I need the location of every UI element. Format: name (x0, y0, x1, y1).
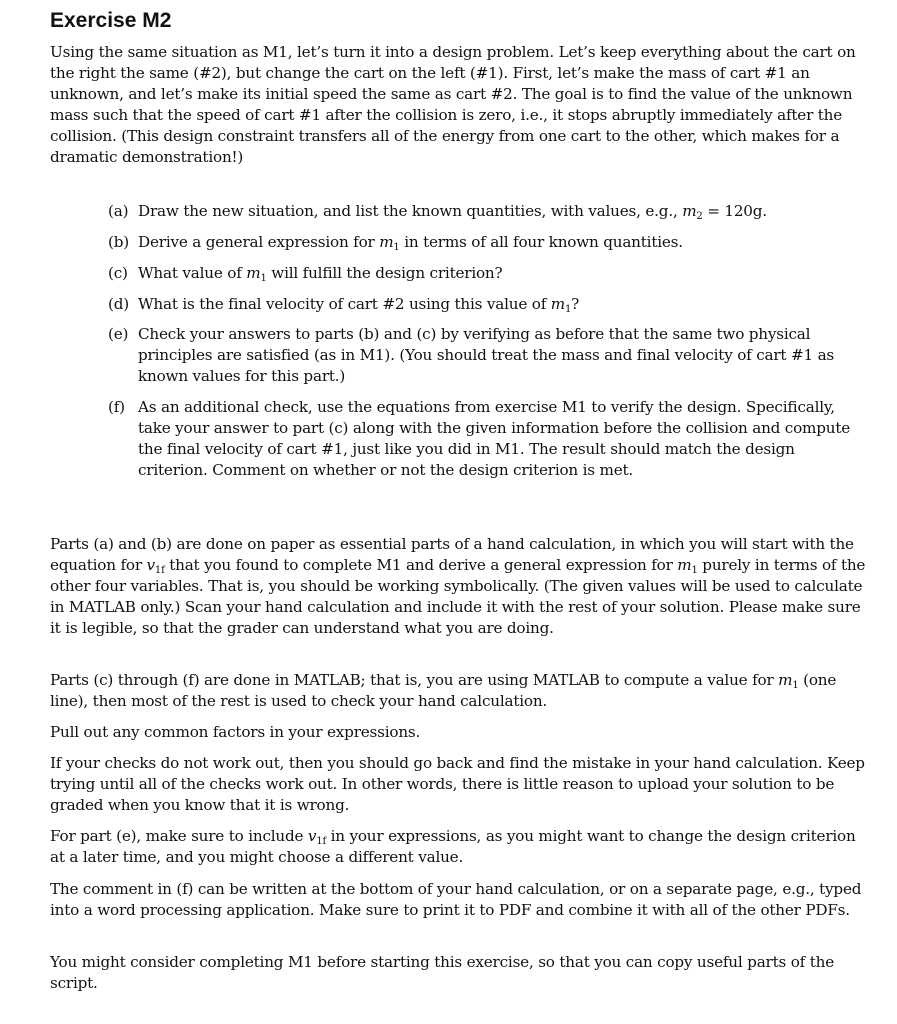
part-marker: (c) (108, 264, 128, 282)
comment-paragraph: The comment in (f) can be written at the bottom of your hand calculation, or on a separate page, e.g., typed into a word processing application. Make sure to print it to PDF and combine it with all of the other PDFs. (50, 880, 862, 919)
part-a: (a) Draw the new situation, and list the known quantities, with values, e.g., $m_2 = 120g$. (108, 202, 767, 222)
matlab-paragraph: Parts (c) through (f) are done in MATLAB; that is, you are using MATLAB to compute a value for $m_1$ (one line), then most of the rest is used to check your hand calculation. (50, 671, 837, 710)
part-f: (f) As an additional check, use the equations from exercise M1 to verify the design. Specifically, take your answer to part (c) along with the given information before the collision and compute the final velocity of cart #1, just like you did in M1. The result should match the design criterion. Comment on whether or not the design criterion is met. (108, 398, 851, 479)
part-d: (d) What is the final velocity of cart #2 using this value of $m_1$? (108, 295, 580, 315)
exercise-title: Exercise M2 (50, 9, 172, 32)
checks-paragraph: If your checks do not work out, then you should go back and find the mistake in your hand calculation. Keep trying until all of the checks work out. In other words, there is little reason to upload your solution to be graded when you know that it is wrong. (50, 754, 865, 814)
part-marker: (d) (108, 295, 129, 313)
intro-paragraph: Using the same situation as M1, let’s turn it into a design problem. Let’s keep everything about the cart on the right the same (#2), but change the cart on the left (#1). First, let’s make the mass of cart #1 an unknown, and let’s make its initial speed the same as cart #2. The goal is to find the value of the unknown mass such that the speed of cart #1 after the collision is zero, i.e., it stops abruptly immediately after the collision. (This design constraint transfers all of the energy from one cart to the other, which makes for a dramatic demonstration!) (50, 43, 856, 166)
common-factors-paragraph: Pull out any common factors in your expressions. (50, 723, 421, 741)
part-marker: (f) (108, 398, 125, 416)
part-c: (c) What value of $m_1$ will fulfill the design criterion? (108, 264, 503, 284)
part-marker: (e) (108, 325, 129, 343)
part-e: (e) Check your answers to parts (b) and (c) by verifying as before that the same two physical principles are satisfied (as in M1). (You should treat the mass and final velocity of cart #1 as known values for this part.) (108, 325, 835, 385)
part-e-note-paragraph: For part (e), make sure to include $v_{1f}$ in your expressions, as you might want to change the design criterion at a later time, and you might choose a different value. (50, 827, 856, 866)
hand-calculation-paragraph: Parts (a) and (b) are done on paper as essential parts of a hand calculation, in which you will start with the equation for $v_{1f}$ that you found to complete M1 and derive a general expression for $m_1$ purely in terms of the other four variables. That is, you should be working symbolically. (The given values will be used to calculate in MATLAB only.) Scan your hand calculation and include it with the rest of your solution. Please make sure it is legible, so that the grader can understand what you are doing. (50, 535, 866, 637)
part-b: (b) Derive a general expression for $m_1$ in terms of all four known quantities. (108, 233, 683, 253)
closing-paragraph: You might consider completing M1 before starting this exercise, so that you can copy useful parts of the script. (50, 953, 834, 992)
part-marker: (a) (108, 202, 129, 220)
part-marker: (b) (108, 233, 129, 251)
